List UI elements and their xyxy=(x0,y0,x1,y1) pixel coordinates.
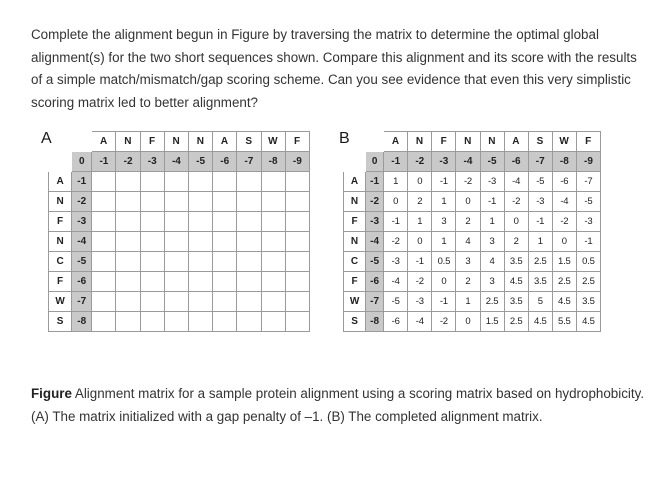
matrix-row xyxy=(49,272,310,292)
matrix-row xyxy=(344,252,601,272)
gap-score-cell: -2 xyxy=(72,192,92,212)
gap-score-cell: -3 xyxy=(72,212,92,232)
empty-cell xyxy=(140,172,164,192)
score-cell: -3 xyxy=(384,252,408,272)
score-cell: -5 xyxy=(384,292,408,312)
score-cell: -4 xyxy=(552,192,576,212)
empty-cell xyxy=(261,252,285,272)
row-residue: A xyxy=(49,172,72,192)
score-cell: -1 xyxy=(408,252,432,272)
empty-cell xyxy=(116,192,140,212)
score-cell: 2.5 xyxy=(528,252,552,272)
empty-cell xyxy=(285,232,309,252)
score-cell: -1 xyxy=(432,172,456,192)
column-residue: N xyxy=(408,132,432,152)
gap-score-cell: 0 xyxy=(72,152,92,172)
column-residue: N xyxy=(164,132,188,152)
empty-cell xyxy=(92,232,116,252)
empty-cell xyxy=(116,212,140,232)
gap-score-cell: -8 xyxy=(366,312,384,332)
gap-score-cell: -1 xyxy=(366,172,384,192)
gap-score-cell: -6 xyxy=(72,272,92,292)
matrix-row xyxy=(49,312,310,332)
corner-blank xyxy=(344,132,366,152)
column-residue: S xyxy=(237,132,261,152)
empty-cell xyxy=(261,312,285,332)
column-residue: F xyxy=(285,132,309,152)
matrix-row xyxy=(344,212,601,232)
caption-lead: Figure xyxy=(31,386,72,401)
row-residue: W xyxy=(344,292,366,312)
matrix-row xyxy=(49,292,310,312)
gap-score-cell: -5 xyxy=(366,252,384,272)
row-residue: N xyxy=(49,232,72,252)
gap-score-cell: -7 xyxy=(72,292,92,312)
score-cell: 3 xyxy=(432,212,456,232)
empty-cell xyxy=(237,312,261,332)
score-cell: 1 xyxy=(432,232,456,252)
empty-cell xyxy=(189,272,213,292)
score-cell: 1 xyxy=(480,212,504,232)
gap-score-cell: -6 xyxy=(213,152,237,172)
empty-cell xyxy=(285,312,309,332)
score-cell: 3 xyxy=(480,232,504,252)
row-residue: W xyxy=(49,292,72,312)
empty-cell xyxy=(237,232,261,252)
empty-cell xyxy=(164,232,188,252)
score-cell: 3.5 xyxy=(576,292,600,312)
gap-score-cell: -1 xyxy=(384,152,408,172)
empty-cell xyxy=(237,252,261,272)
score-cell: 3.5 xyxy=(504,292,528,312)
score-cell: 0 xyxy=(504,212,528,232)
empty-cell xyxy=(261,192,285,212)
empty-cell xyxy=(213,272,237,292)
empty-cell xyxy=(213,292,237,312)
score-cell: 0.5 xyxy=(576,252,600,272)
matrix-a xyxy=(48,131,310,332)
score-cell: 4.5 xyxy=(552,292,576,312)
matrix-row xyxy=(344,272,601,292)
gap-row xyxy=(344,152,601,172)
empty-cell xyxy=(213,252,237,272)
gap-score-cell: -2 xyxy=(116,152,140,172)
corner-blank xyxy=(49,132,72,152)
empty-cell xyxy=(285,212,309,232)
score-cell: 4 xyxy=(456,232,480,252)
score-cell: -5 xyxy=(528,172,552,192)
empty-cell xyxy=(116,172,140,192)
score-cell: 4 xyxy=(480,252,504,272)
score-cell: -4 xyxy=(384,272,408,292)
figure-caption xyxy=(31,383,651,428)
row-residue: C xyxy=(344,252,366,272)
score-cell: -2 xyxy=(384,232,408,252)
score-cell: -2 xyxy=(408,272,432,292)
row-residue: S xyxy=(344,312,366,332)
score-cell: 1 xyxy=(384,172,408,192)
column-residue: W xyxy=(552,132,576,152)
empty-cell xyxy=(189,292,213,312)
score-cell: -1 xyxy=(576,232,600,252)
matrix-row xyxy=(49,252,310,272)
column-residue: S xyxy=(528,132,552,152)
empty-cell xyxy=(213,312,237,332)
empty-cell xyxy=(285,272,309,292)
empty-cell xyxy=(213,172,237,192)
corner-blank xyxy=(72,132,92,152)
empty-cell xyxy=(164,212,188,232)
gap-score-cell: -4 xyxy=(456,152,480,172)
score-cell: 5.5 xyxy=(552,312,576,332)
gap-score-cell: -3 xyxy=(366,212,384,232)
score-cell: 2 xyxy=(456,272,480,292)
empty-cell xyxy=(92,292,116,312)
empty-cell xyxy=(189,212,213,232)
gap-score-cell: -9 xyxy=(576,152,600,172)
score-cell: 2 xyxy=(504,232,528,252)
gap-row xyxy=(49,152,310,172)
empty-cell xyxy=(140,272,164,292)
gap-score-cell: -4 xyxy=(72,232,92,252)
empty-cell xyxy=(261,232,285,252)
empty-cell xyxy=(92,212,116,232)
score-cell: 0 xyxy=(456,192,480,212)
empty-cell xyxy=(140,232,164,252)
gap-score-cell: -5 xyxy=(72,252,92,272)
empty-cell xyxy=(116,272,140,292)
score-cell: 4.5 xyxy=(576,312,600,332)
column-residue: A xyxy=(213,132,237,152)
matrix-row xyxy=(49,232,310,252)
column-residue: N xyxy=(456,132,480,152)
score-cell: -6 xyxy=(552,172,576,192)
gap-score-cell: -8 xyxy=(72,312,92,332)
empty-cell xyxy=(140,212,164,232)
score-cell: -4 xyxy=(408,312,432,332)
score-cell: 1 xyxy=(408,212,432,232)
empty-cell xyxy=(237,212,261,232)
empty-cell xyxy=(164,172,188,192)
row-residue: C xyxy=(49,252,72,272)
empty-cell xyxy=(213,192,237,212)
matrix-row xyxy=(49,192,310,212)
row-residue: F xyxy=(49,212,72,232)
score-cell: -1 xyxy=(528,212,552,232)
empty-cell xyxy=(140,252,164,272)
row-residue: F xyxy=(344,272,366,292)
score-cell: -2 xyxy=(552,212,576,232)
score-cell: 4.5 xyxy=(504,272,528,292)
empty-cell xyxy=(116,252,140,272)
score-cell: -5 xyxy=(576,192,600,212)
score-cell: 3 xyxy=(480,272,504,292)
score-cell: -1 xyxy=(432,292,456,312)
gap-score-cell: -6 xyxy=(504,152,528,172)
score-cell: 2.5 xyxy=(504,312,528,332)
gap-score-cell: 0 xyxy=(366,152,384,172)
empty-cell xyxy=(237,292,261,312)
empty-cell xyxy=(261,272,285,292)
score-cell: -2 xyxy=(432,312,456,332)
empty-cell xyxy=(116,232,140,252)
empty-cell xyxy=(92,252,116,272)
matrix-row xyxy=(344,192,601,212)
panel-b-label: B xyxy=(339,130,350,147)
caption-text: Alignment matrix for a sample protein alignment using a scoring matrix based on hydrophobicity. (A) The matrix initialized with a gap penalty of –1. (B) The completed alignment matrix. xyxy=(31,386,645,424)
column-sequence-row xyxy=(344,132,601,152)
gap-score-cell: -7 xyxy=(237,152,261,172)
score-cell: 5 xyxy=(528,292,552,312)
gap-score-cell: -4 xyxy=(366,232,384,252)
score-cell: 2.5 xyxy=(552,272,576,292)
gap-score-cell: -5 xyxy=(480,152,504,172)
row-residue: F xyxy=(49,272,72,292)
column-residue: A xyxy=(92,132,116,152)
empty-cell xyxy=(116,292,140,312)
empty-cell xyxy=(189,172,213,192)
score-cell: 3 xyxy=(456,252,480,272)
matrix-row xyxy=(344,312,601,332)
row-residue: N xyxy=(344,192,366,212)
score-cell: 4.5 xyxy=(528,312,552,332)
gap-score-cell: -7 xyxy=(528,152,552,172)
column-sequence-row xyxy=(49,132,310,152)
column-residue: W xyxy=(261,132,285,152)
score-cell: 0.5 xyxy=(432,252,456,272)
score-cell: -3 xyxy=(408,292,432,312)
gap-score-cell: -2 xyxy=(408,152,432,172)
empty-cell xyxy=(189,252,213,272)
question-text: Complete the alignment begun in Figure by traversing the matrix to determine the optimal global alignment(s) for the two short sequences shown. Compare this alignment and its score with the results of a simple match/mismatch/gap scoring scheme. Can you see evidence that even this very simplistic scoring matrix led to better alignment? xyxy=(31,27,637,110)
empty-cell xyxy=(92,192,116,212)
score-cell: 1 xyxy=(456,292,480,312)
corner-blank xyxy=(366,132,384,152)
row-residue: F xyxy=(344,212,366,232)
empty-cell xyxy=(261,292,285,312)
empty-cell xyxy=(140,192,164,212)
score-cell: 0 xyxy=(408,232,432,252)
column-residue: A xyxy=(504,132,528,152)
empty-cell xyxy=(213,232,237,252)
column-residue: N xyxy=(189,132,213,152)
matrix-b xyxy=(343,131,601,332)
empty-cell xyxy=(285,192,309,212)
score-cell: -3 xyxy=(528,192,552,212)
score-cell: 0 xyxy=(408,172,432,192)
empty-cell xyxy=(92,172,116,192)
score-cell: 0 xyxy=(456,312,480,332)
empty-cell xyxy=(285,292,309,312)
gap-score-cell: -3 xyxy=(432,152,456,172)
gap-score-cell: -3 xyxy=(140,152,164,172)
matrix-row xyxy=(344,232,601,252)
empty-cell xyxy=(285,172,309,192)
score-cell: 1.5 xyxy=(480,312,504,332)
column-residue: N xyxy=(116,132,140,152)
empty-cell xyxy=(164,292,188,312)
gap-score-cell: -8 xyxy=(552,152,576,172)
score-cell: -1 xyxy=(480,192,504,212)
score-cell: -6 xyxy=(384,312,408,332)
matrix-row xyxy=(49,212,310,232)
gap-score-cell: -9 xyxy=(285,152,309,172)
matrix-row xyxy=(49,172,310,192)
gap-score-cell: -7 xyxy=(366,292,384,312)
score-cell: 2 xyxy=(456,212,480,232)
score-cell: -3 xyxy=(576,212,600,232)
empty-cell xyxy=(116,312,140,332)
empty-cell xyxy=(140,312,164,332)
empty-cell xyxy=(164,192,188,212)
gap-score-cell: -1 xyxy=(92,152,116,172)
score-cell: -1 xyxy=(384,212,408,232)
column-residue: F xyxy=(432,132,456,152)
row-residue: N xyxy=(49,192,72,212)
score-cell: 2.5 xyxy=(576,272,600,292)
empty-cell xyxy=(189,192,213,212)
gap-score-cell: -2 xyxy=(366,192,384,212)
score-cell: -3 xyxy=(480,172,504,192)
row-residue: S xyxy=(49,312,72,332)
empty-cell xyxy=(189,232,213,252)
score-cell: -4 xyxy=(504,172,528,192)
score-cell: 1 xyxy=(528,232,552,252)
score-cell: 0 xyxy=(384,192,408,212)
corner-blank xyxy=(344,152,366,172)
gap-score-cell: -1 xyxy=(72,172,92,192)
empty-cell xyxy=(92,312,116,332)
empty-cell xyxy=(189,312,213,332)
score-cell: 1.5 xyxy=(552,252,576,272)
score-cell: -2 xyxy=(456,172,480,192)
corner-blank xyxy=(49,152,72,172)
score-cell: 2.5 xyxy=(480,292,504,312)
gap-score-cell: -4 xyxy=(164,152,188,172)
empty-cell xyxy=(213,212,237,232)
score-cell: 0 xyxy=(552,232,576,252)
score-cell: -2 xyxy=(504,192,528,212)
matrix-row xyxy=(344,172,601,192)
score-cell: -7 xyxy=(576,172,600,192)
row-residue: N xyxy=(344,232,366,252)
empty-cell xyxy=(237,192,261,212)
empty-cell xyxy=(261,172,285,192)
score-cell: 0 xyxy=(432,272,456,292)
empty-cell xyxy=(140,292,164,312)
gap-score-cell: -5 xyxy=(189,152,213,172)
row-residue: A xyxy=(344,172,366,192)
score-cell: 3.5 xyxy=(504,252,528,272)
empty-cell xyxy=(164,252,188,272)
score-cell: 1 xyxy=(432,192,456,212)
empty-cell xyxy=(261,212,285,232)
empty-cell xyxy=(237,272,261,292)
empty-cell xyxy=(237,172,261,192)
column-residue: F xyxy=(576,132,600,152)
panel-a-label: A xyxy=(41,130,52,147)
column-residue: F xyxy=(140,132,164,152)
gap-score-cell: -8 xyxy=(261,152,285,172)
gap-score-cell: -6 xyxy=(366,272,384,292)
score-cell: 3.5 xyxy=(528,272,552,292)
matrix-row xyxy=(344,292,601,312)
empty-cell xyxy=(164,272,188,292)
empty-cell xyxy=(164,312,188,332)
score-cell: 2 xyxy=(408,192,432,212)
empty-cell xyxy=(285,252,309,272)
empty-cell xyxy=(92,272,116,292)
column-residue: A xyxy=(384,132,408,152)
column-residue: N xyxy=(480,132,504,152)
